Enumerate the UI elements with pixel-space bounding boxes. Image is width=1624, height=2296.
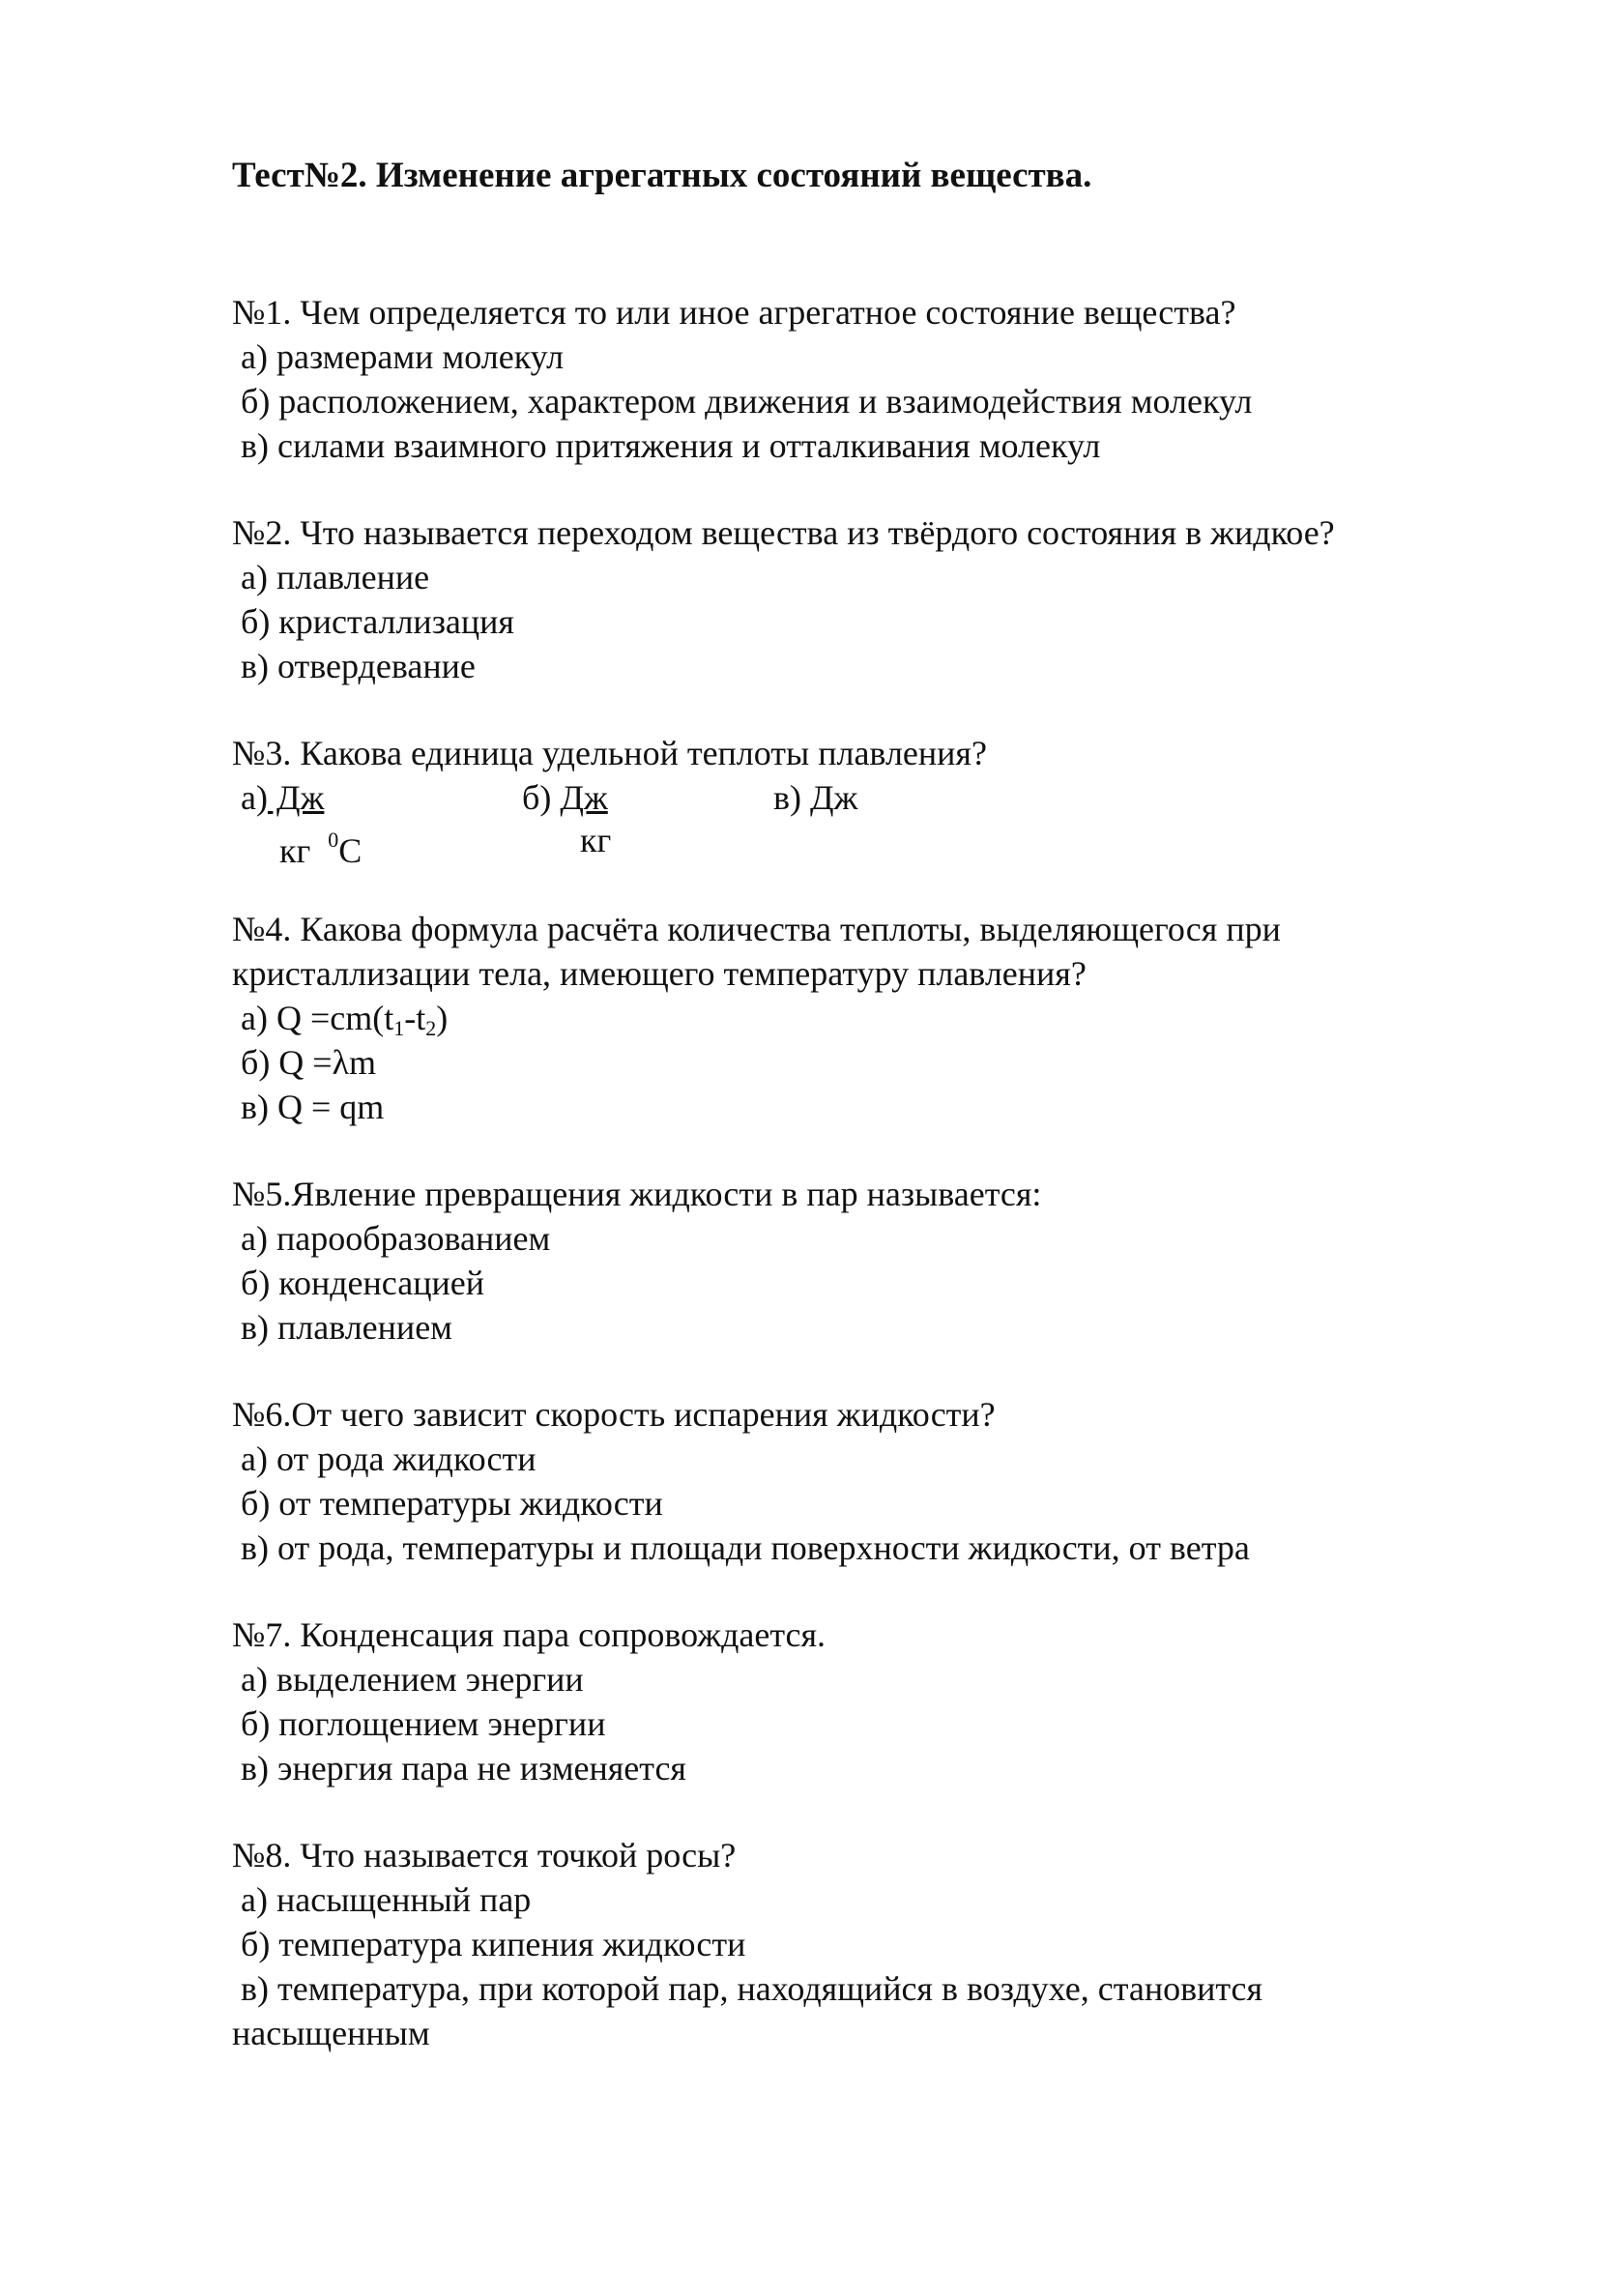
answer-option-c: в) отвердевание [241,647,476,685]
answer-option-b: б) поглощением энергии [241,1704,606,1743]
question-text: №2. Что называется переходом вещества из твёрдого состояния в жидкое? [232,513,1335,552]
question-text: №8. Что называется точкой росы? [232,1836,737,1875]
answer-option-a [232,996,1489,1040]
option-prefix: а) [241,778,268,817]
answer-option-b: б) кристаллизация [241,602,514,641]
answer-option-b: б) Q =λm [241,1043,377,1082]
formula-part: ) [436,999,449,1037]
answer-option-b: б) расположением, характером движения и взаимодействия молекул [241,382,1253,421]
question-text: №1. Чем определяется то или иное агрегатное состояние вещества? [232,293,1236,332]
question-7 [232,1613,1489,1790]
degree-superscript: 0 [328,828,339,852]
answer-option-c: в) энергия пара не изменяется [241,1749,686,1787]
fraction-numerator [522,775,608,820]
subscript-1: 1 [393,1016,405,1040]
question-text-line-1: №4. Какова формула расчёта количества теплоты, выделяющегося при [232,910,1281,948]
answer-option-b: б) температура кипения жидкости [241,1925,746,1963]
question-5 [232,1172,1489,1350]
answer-option-a: а) плавление [241,558,430,596]
subscript-2: 2 [425,1016,437,1040]
fraction-denominator [279,818,362,870]
answer-option-a: а) насыщенный пар [241,1880,532,1919]
question-text: №7. Конденсация пара сопровождается. [232,1615,826,1654]
answer-option-c: в) от рода, температуры и площади поверхности жидкости, от ветра [241,1528,1250,1567]
unit-kg: кг [279,831,311,870]
answer-option-c: в) силами взаимного притяжения и отталкивания молекул [241,426,1101,465]
option-text: в) Дж [773,778,858,817]
answer-option-a: а) от рода жидкости [241,1439,536,1478]
question-text: №6.От чего зависит скорость испарения жидкости? [232,1395,996,1434]
question-2 [232,510,1489,688]
question-text-line-2: кристаллизации тела, имеющего температуру плавления? [232,954,1087,993]
question-3 [232,731,1489,870]
answer-option-b: б) конденсацией [241,1264,484,1302]
formula-part: -t [404,999,426,1037]
answer-option-a: а) размерами молекул [241,337,565,376]
unit-joule: Дж [560,778,608,817]
unit-celsius: С [338,831,362,870]
option-prefix: б) [522,778,561,817]
answer-option-a: а) выделением энергии [241,1660,584,1699]
question-text: №5.Явление превращения жидкости в пар называется: [232,1175,1042,1213]
page-title: Тест№2. Изменение агрегатных состояний вещества. [232,156,1092,195]
answer-option-c: в) температура, при которой пар, находящийся в воздухе, становится [241,1969,1263,2008]
unit-kg: кг [580,821,612,859]
answer-option-c: в) плавлением [241,1308,452,1347]
answer-option-c: в) Q = qm [241,1088,385,1126]
question-8 [232,1833,1489,2055]
question-4 [232,907,1489,1129]
answer-option-c-continued: насыщенным [232,2014,430,2052]
fraction-denominator [580,818,611,862]
answer-option-a: а) парообразованием [241,1219,551,1258]
formula-part: а) Q =cm(t [241,999,394,1037]
question-text: №3. Какова единица удельной теплоты плавления? [232,734,987,772]
question-6 [232,1392,1489,1570]
unit-joule: Дж [267,778,325,817]
fraction-numerator [241,775,324,820]
question-1 [232,290,1489,468]
answer-option-b: б) от температуры жидкости [241,1484,663,1523]
